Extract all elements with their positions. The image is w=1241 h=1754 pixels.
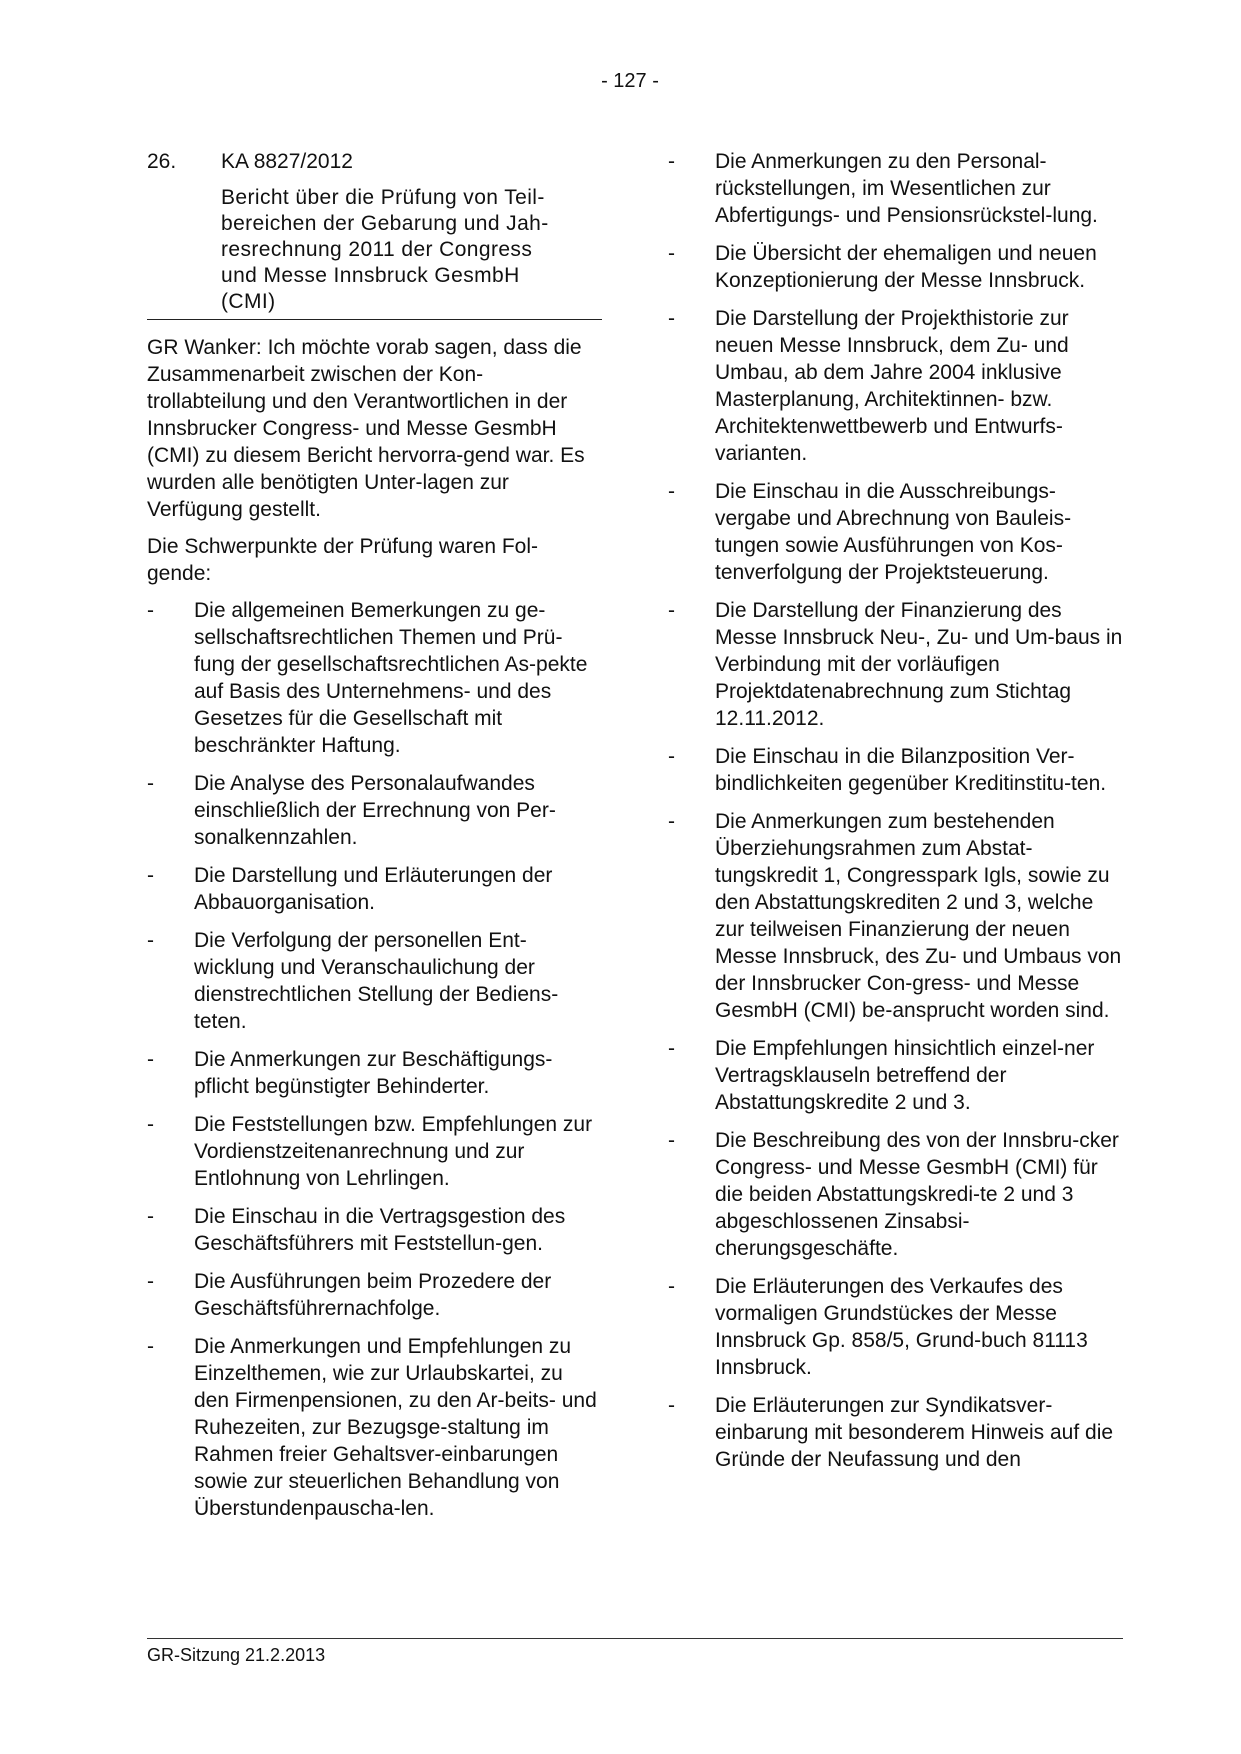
list-item: [147, 597, 602, 759]
list-item-text: Die Einschau in die Vertragsgestion des Geschäftsführers mit Feststellun-gen.: [194, 1205, 566, 1255]
dash-bullet-icon: -: [147, 1113, 154, 1136]
list-item: [668, 240, 1123, 294]
dash-bullet-icon: -: [147, 599, 154, 622]
list-item: [668, 305, 1123, 467]
dash-bullet-icon: -: [668, 242, 675, 265]
list-item-text: Die Analyse des Personalaufwandes einschließlich der Errechnung von Per-sonalkennzahlen.: [194, 772, 556, 849]
list-item-text: Die Einschau in die Bilanzposition Ver-bindlichkeiten gegenüber Kreditinstitu-ten.: [715, 745, 1107, 795]
list-item: [668, 597, 1123, 732]
list-item: [668, 743, 1123, 797]
list-item: [668, 478, 1123, 586]
list-item-text: Die Übersicht der ehemaligen und neuen Konzeptionierung der Messe Innsbruck.: [715, 242, 1097, 292]
agenda-item-number: 26.: [147, 150, 177, 173]
dash-bullet-icon: -: [668, 1275, 675, 1298]
list-item-text: Die Verfolgung der personellen Ent-wicklung und Veranschaulichung der dienstrechtlichen Stellung der Bediens-teten.: [194, 929, 559, 1033]
list-item: [668, 148, 1123, 229]
dash-bullet-icon: -: [147, 1205, 154, 1228]
list-item-text: Die Feststellungen bzw. Empfehlungen zur Vordienstzeitenanrechnung und zur Entlohnung von Lehrlingen.: [194, 1113, 593, 1190]
dash-bullet-icon: -: [668, 1394, 675, 1417]
list-item-text: Die allgemeinen Bemerkungen zu ge-sellschaftsrechtlichen Themen und Prü-fung der gesellschaftsrechtlichen As-pekte auf Basis des Unternehmens- und des Gesetzes für die Gesellschaft mit beschränkter Haftung.: [194, 599, 588, 757]
speech-paragraph: GR Wanker: Ich möchte vorab sagen, dass die Zusammenarbeit zwischen der Kon-trollabteilung und den Verantwortlichen in der Innsbrucker Congress- und Messe GesmbH (CMI) zu diesem Bericht hervorra-gend war. Es wurden alle benötigten Unter-lagen zur Verfügung gestellt.: [147, 336, 585, 521]
dash-bullet-icon: -: [147, 929, 154, 952]
dash-bullet-icon: -: [147, 1335, 154, 1358]
list-item-text: Die Darstellung und Erläuterungen der Abbauorganisation.: [194, 864, 553, 914]
left-column: [147, 148, 602, 1533]
list-item: [147, 862, 602, 916]
dash-bullet-icon: -: [147, 772, 154, 795]
list-item: [668, 808, 1123, 1024]
dash-bullet-icon: -: [668, 1129, 675, 1152]
footer-session-date: GR-Sitzung 21.2.2013: [147, 1645, 326, 1665]
list-item-text: Die Empfehlungen hinsichtlich einzel-ner Vertragsklauseln betreffend der Abstattungskredite 2 und 3.: [715, 1037, 1095, 1114]
list-item-text: Die Erläuterungen des Verkaufes des vormaligen Grundstückes der Messe Innsbruck Gp. 858/5, Grund-buch 81113 Innsbruck.: [715, 1275, 1088, 1379]
list-item-text: Die Erläuterungen zur Syndikatsver-einbarung mit besonderem Hinweis auf die Gründe der Neufassung und den: [715, 1394, 1114, 1471]
agenda-item-reference: KA 8827/2012: [221, 150, 353, 173]
dash-bullet-icon: -: [668, 810, 675, 833]
focus-list-right: [668, 148, 1123, 1473]
list-item-text: Die Ausführungen beim Prozedere der Geschäftsführernachfolge.: [194, 1270, 552, 1320]
list-item-text: Die Anmerkungen zum bestehenden Überziehungsrahmen zum Abstat-tungskredit 1, Congresspark Igls, sowie zu den Abstattungskrediten 2 und 3, welche zur teilweisen Finanzierung der neuen Messe Innsbruck, des Zu- und Umbaus von der Innsbrucker Con-gress- und Messe GesmbH (CMI) be-ansprucht worden sind.: [715, 810, 1122, 1022]
agenda-item-title: Bericht über die Prüfung von Teil- bereichen der Gebarung und Jah- resrechnung 2011 der Congress und Messe Innsbruck GesmbH (CMI): [221, 186, 549, 313]
dash-bullet-icon: -: [668, 745, 675, 768]
list-item: [668, 1127, 1123, 1262]
dash-bullet-icon: -: [147, 864, 154, 887]
list-item-text: Die Anmerkungen und Empfehlungen zu Einzelthemen, wie zur Urlaubskartei, zu den Firmenpensionen, zu den Ar-beits- und Ruhezeiten, zur Bezugsge-staltung im Rahmen freier Gehaltsver-einbarungen sowie zur steuerlichen Behandlung von Überstundenpauscha-len.: [194, 1335, 597, 1520]
list-item: [668, 1035, 1123, 1116]
list-item: [147, 1203, 602, 1257]
dash-bullet-icon: -: [668, 1037, 675, 1060]
footer-rule: [147, 1638, 1123, 1639]
dash-bullet-icon: -: [668, 307, 675, 330]
list-item-text: Die Anmerkungen zur Beschäftigungs-pflicht begünstigter Behinderter.: [194, 1048, 553, 1098]
dash-bullet-icon: -: [147, 1270, 154, 1293]
list-item: [147, 770, 602, 851]
list-item: [147, 1046, 602, 1100]
list-item: [147, 1111, 602, 1192]
dash-bullet-icon: -: [147, 1048, 154, 1071]
list-item: [147, 1333, 602, 1522]
header-rule: [147, 319, 602, 320]
dash-bullet-icon: -: [668, 599, 675, 622]
list-item-text: Die Anmerkungen zu den Personal-rückstellungen, im Wesentlichen zur Abfertigungs- und Pensionsrückstel-lung.: [715, 150, 1098, 227]
list-item-text: Die Beschreibung des von der Innsbru-cker Congress- und Messe GesmbH (CMI) für die beiden Abstattungskredi-te 2 und 3 abgeschlossenen Zinsabsi-cherungsgeschäfte.: [715, 1129, 1119, 1260]
focus-list-left: [147, 597, 602, 1522]
list-item: [147, 927, 602, 1035]
list-item-text: Die Einschau in die Ausschreibungs-vergabe und Abrechnung von Bauleis-tungen sowie Ausführungen von Kos-tenverfolgung der Projektsteuerung.: [715, 480, 1072, 584]
focus-intro-paragraph: Die Schwerpunkte der Prüfung waren Fol-gende:: [147, 535, 539, 585]
dash-bullet-icon: -: [668, 480, 675, 503]
right-column: [668, 148, 1123, 1484]
list-item: [668, 1392, 1123, 1473]
list-item-text: Die Darstellung der Projekthistorie zur neuen Messe Innsbruck, dem Zu- und Umbau, ab dem Jahre 2004 inklusive Masterplanung, Architektinnen- bzw. Architektenwettbewerb und Entwurfs-varianten.: [715, 307, 1069, 465]
page-number: - 127 -: [601, 70, 659, 92]
list-item-text: Die Darstellung der Finanzierung des Messe Innsbruck Neu-, Zu- und Um-baus in Verbindung mit der vorläufigen Projektdatenabrechnung zum Stichtag 12.11.2012.: [715, 599, 1123, 730]
list-item: [668, 1273, 1123, 1381]
dash-bullet-icon: -: [668, 150, 675, 173]
agenda-item-header: [147, 148, 602, 175]
list-item: [147, 1268, 602, 1322]
